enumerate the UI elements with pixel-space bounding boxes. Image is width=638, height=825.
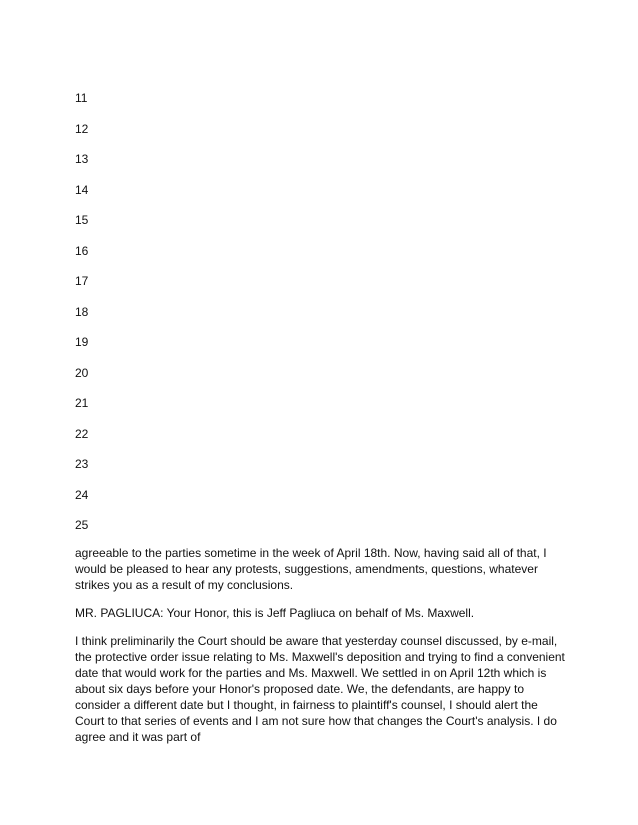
line-number: 23 <box>75 457 89 471</box>
line-number: 25 <box>75 518 89 532</box>
transcript-body <box>75 545 565 757</box>
paragraph: agreeable to the parties sometime in the week of April 18th. Now, having said all of that, I would be pleased to hear any protests, suggestions, amendments, questions, whatever strikes you as a result of my conclusions. <box>75 546 547 592</box>
line-number: 20 <box>75 365 89 380</box>
line-number: 14 <box>75 182 89 197</box>
line-number: 15 <box>75 213 89 227</box>
line-number: 24 <box>75 487 89 502</box>
line-number-column <box>75 91 88 549</box>
line-number: 13 <box>75 152 89 166</box>
line-number: 18 <box>75 304 89 319</box>
paragraph: I think preliminarily the Court should be aware that yesterday counsel discussed, by e-mail, the protective order issue relating to Ms. Maxwell's deposition and trying to find a convenient date that would work for the parties and Ms. Maxwell. We settled in on April 12th which is about six days before your Honor's proposed date. We, the defendants, are happy to consider a different date but I thought, in fairness to plaintiff's counsel, I should alert the Court to that series of events and I am not sure how that changes the Court's analysis. I do agree and it was part of <box>75 634 565 744</box>
line-number: 19 <box>75 335 89 349</box>
line-number: 17 <box>75 274 89 288</box>
line-number: 22 <box>75 426 89 441</box>
paragraph: MR. PAGLIUCA: Your Honor, this is Jeff Pagliuca on behalf of Ms. Maxwell. <box>75 606 475 620</box>
line-number: 12 <box>75 121 89 136</box>
line-number: 11 <box>75 91 88 105</box>
line-number: 21 <box>75 396 89 410</box>
line-number: 16 <box>75 243 89 258</box>
